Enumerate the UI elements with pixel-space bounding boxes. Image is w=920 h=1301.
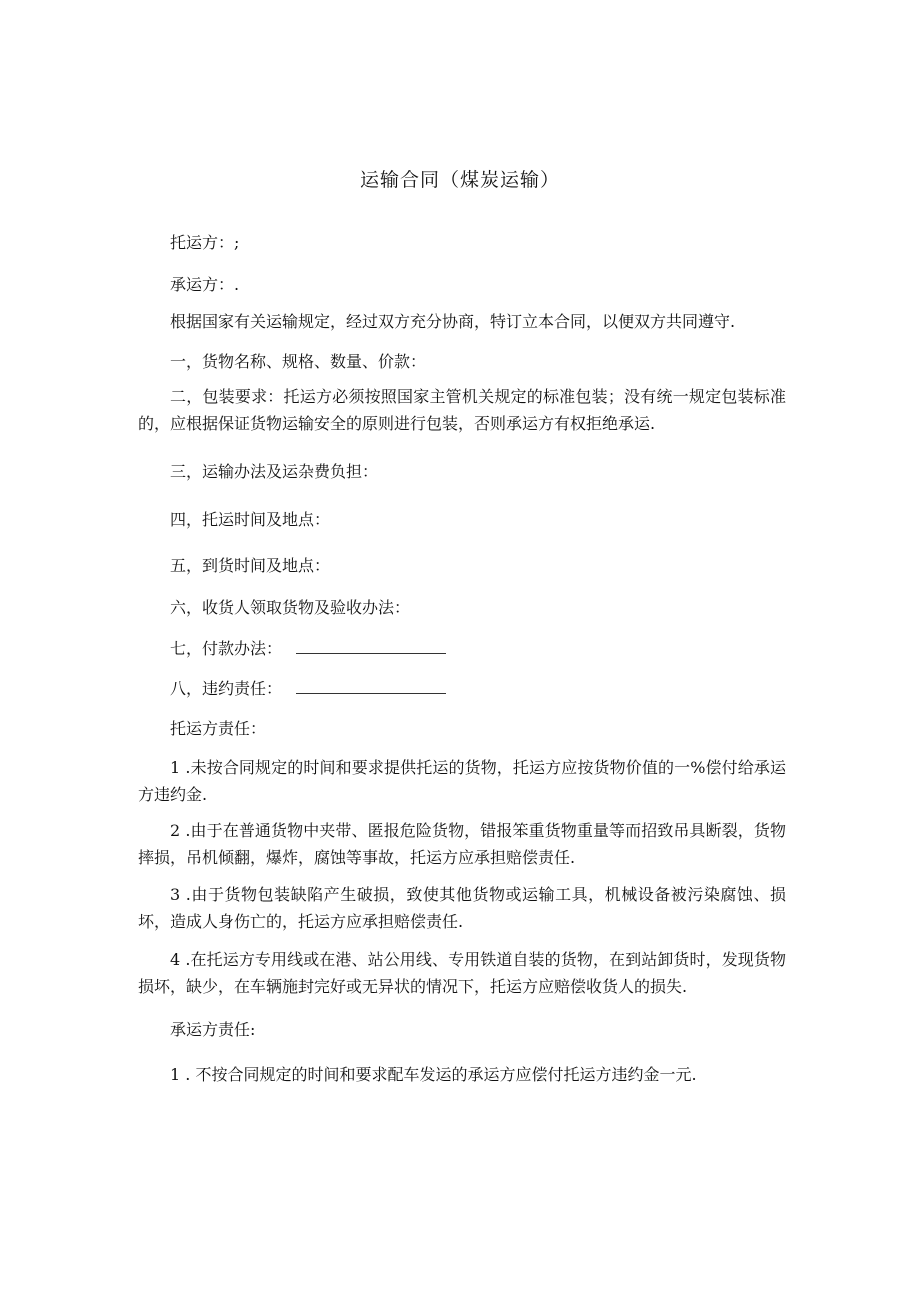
carrier-resp-heading: 承运方责任: <box>170 1020 256 1039</box>
clause-shipping-time: 四，托运时间及地点： <box>170 510 331 529</box>
shipper-resp-item: 4 .在托运方专用线或在港、站公用线、专用铁道自装的货物，在到站卸货时，发现货物损坏，缺少，在车辆施封完好或无异状的情况下，托运方应赔偿收货人的损失. <box>138 950 786 996</box>
clause-payment-label: 七，付款办法： <box>170 639 283 658</box>
liability-blank <box>296 679 446 694</box>
shipper-resp-item: 2 .由于在普通货物中夹带、匿报危险货物，错报笨重货物重量等而招致吊具断裂，货物摔损，吊机倾翻，爆炸，腐蚀等事故，托运方应承担赔偿责任. <box>138 821 786 867</box>
shipper-field: 托运方：; <box>170 233 240 252</box>
clause-payment <box>170 636 446 659</box>
shipper-resp-item: 3 .由于货物包装缺陷产生破损，致使其他货物或运输工具，机械设备被污染腐蚀、损坏，造成人身伤亡的，托运方应承担赔偿责任. <box>138 885 786 931</box>
carrier-field: 承运方：. <box>170 275 240 294</box>
document-title: 运输合同（煤炭运输） <box>359 169 560 191</box>
clause-liability-label: 八，违约责任： <box>170 679 283 698</box>
carrier-resp-item: 1 . 不按合同规定的时间和要求配车发运的承运方应偿付托运方违约金一元. <box>170 1065 697 1084</box>
clause-packaging: 二，包装要求：托运方必须按照国家主管机关规定的标准包装；没有统一规定包装标准的，应根据保证货物运输安全的原则进行包装，否则承运方有权拒绝承运. <box>138 387 786 433</box>
payment-blank <box>296 639 446 654</box>
shipper-resp-heading: 托运方责任： <box>170 719 267 738</box>
clause-goods: 一，货物名称、规格、数量、价款： <box>170 352 427 371</box>
clause-transport-method: 三，运输办法及运杂费负担： <box>170 462 379 481</box>
clause-liability <box>170 676 446 699</box>
shipper-resp-item: 1 .未按合同规定的时间和要求提供托运的货物，托运方应按货物价值的一%偿付给承运方违约金. <box>138 758 786 804</box>
clause-arrival-time: 五，到货时间及地点： <box>170 556 331 575</box>
intro-paragraph: 根据国家有关运输规定，经过双方充分协商，特订立本合同，以便双方共同遵守. <box>170 312 736 331</box>
clause-acceptance: 六，收货人领取货物及验收办法： <box>170 598 411 617</box>
